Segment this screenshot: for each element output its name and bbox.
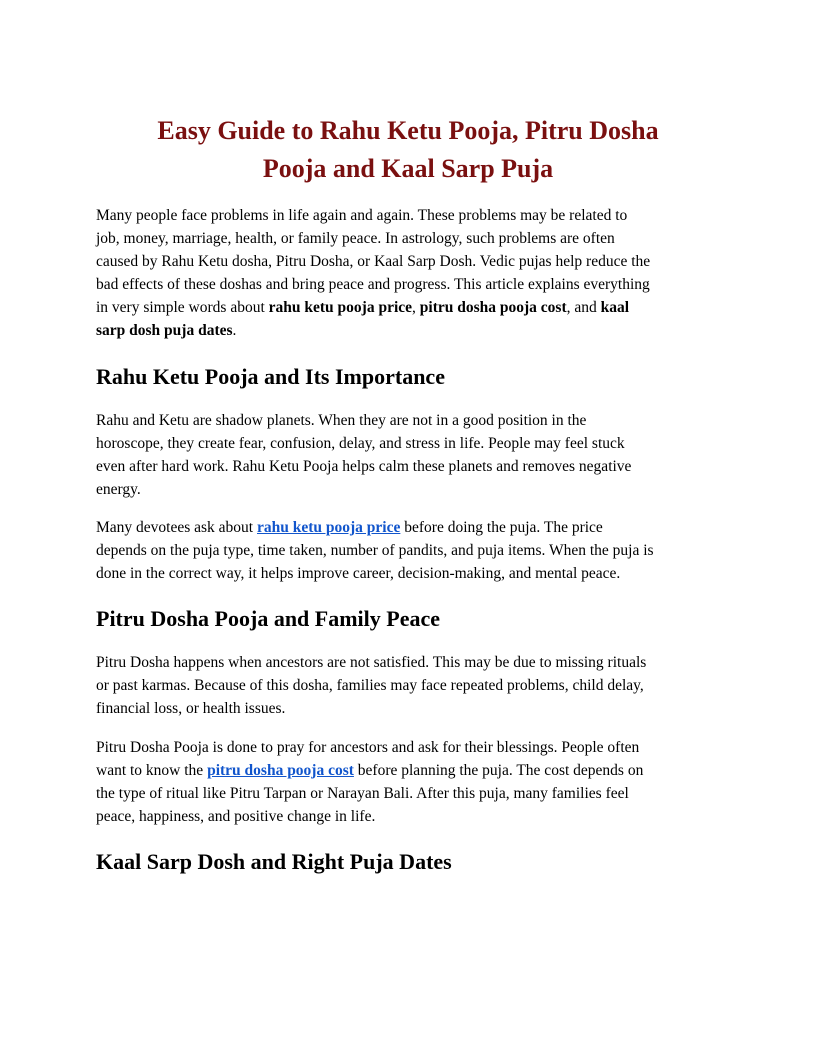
paragraph-line: even after hard work. Rahu Ketu Pooja helps calm these planets and removes negative xyxy=(96,458,632,475)
intro-and: , and xyxy=(566,299,601,316)
intro-line-2: job, money, marriage, health, or family peace. In astrology, such problems are often xyxy=(96,230,615,247)
paragraph-text: before doing the puja. The price xyxy=(400,519,603,536)
paragraph-line: horoscope, they create fear, confusion, delay, and stress in life. People may feel stuck xyxy=(96,435,625,452)
keyword-kaal: kaal xyxy=(600,299,630,316)
paragraph-line xyxy=(96,759,724,782)
paragraph-line: Pitru Dosha happens when ancestors are not satisfied. This may be due to missing rituals xyxy=(96,654,647,671)
rahu-ketu-pooja-price-link[interactable]: rahu ketu pooja price xyxy=(257,519,401,536)
section-heading-kaal-sarp: Kaal Sarp Dosh and Right Puja Dates xyxy=(96,849,452,874)
paragraph-line: Pitru Dosha Pooja is done to pray for ancestors and ask for their blessings. People often xyxy=(96,739,640,756)
rahu-ketu-paragraph-1 xyxy=(96,409,724,501)
title-line-2: Pooja and Kaal Sarp Puja xyxy=(262,154,554,183)
page-title xyxy=(96,112,720,188)
intro-line-6 xyxy=(96,319,724,342)
intro-paragraph xyxy=(96,204,724,342)
intro-text: in very simple words about xyxy=(96,299,269,316)
intro-line-1: Many people face problems in life again and again. These problems may be related to xyxy=(96,207,628,224)
intro-line-3: caused by Rahu Ketu dosha, Pitru Dosha, or Kaal Sarp Dosh. Vedic pujas help reduce the xyxy=(96,253,651,270)
paragraph-line: or past karmas. Because of this dosha, families may face repeated problems, child delay, xyxy=(96,677,644,694)
keyword-sarp-dosh-puja-dates: sarp dosh puja dates xyxy=(96,322,233,339)
section-heading-rahu-ketu: Rahu Ketu Pooja and Its Importance xyxy=(96,364,445,389)
paragraph-line: done in the correct way, it helps improve career, decision-making, and mental peace. xyxy=(96,565,621,582)
paragraph-line: energy. xyxy=(96,481,141,498)
intro-period: . xyxy=(232,322,237,339)
paragraph-text: want to know the xyxy=(96,762,208,779)
paragraph-line: financial loss, or health issues. xyxy=(96,700,286,717)
paragraph-line: Rahu and Ketu are shadow planets. When they are not in a good position in the xyxy=(96,412,587,429)
paragraph-text: Many devotees ask about xyxy=(96,519,257,536)
paragraph-line xyxy=(96,516,724,539)
keyword-rahu-ketu-pooja-price: rahu ketu pooja price xyxy=(268,299,413,316)
keyword-pitru-dosha-pooja-cost: pitru dosha pooja cost xyxy=(419,299,567,316)
intro-separator: , xyxy=(412,299,420,316)
intro-line-4: bad effects of these doshas and bring peace and progress. This article explains everything xyxy=(96,276,650,293)
paragraph-text: before planning the puja. The cost depends on xyxy=(353,762,644,779)
paragraph-line: depends on the puja type, time taken, number of pandits, and puja items. When the puja is xyxy=(96,542,654,559)
paragraph-line: the type of ritual like Pitru Tarpan or Narayan Bali. After this puja, many families feel xyxy=(96,785,629,802)
intro-line-5 xyxy=(96,296,724,319)
title-line-1: Easy Guide to Rahu Ketu Pooja, Pitru Dosha xyxy=(157,116,659,145)
pitru-dosha-paragraph-1 xyxy=(96,651,724,720)
pitru-dosha-pooja-cost-link[interactable]: pitru dosha pooja cost xyxy=(207,762,354,779)
paragraph-line: peace, happiness, and positive change in life. xyxy=(96,808,376,825)
section-heading-pitru-dosha: Pitru Dosha Pooja and Family Peace xyxy=(96,606,441,631)
pitru-dosha-paragraph-2 xyxy=(96,736,724,828)
rahu-ketu-paragraph-2 xyxy=(96,516,724,585)
